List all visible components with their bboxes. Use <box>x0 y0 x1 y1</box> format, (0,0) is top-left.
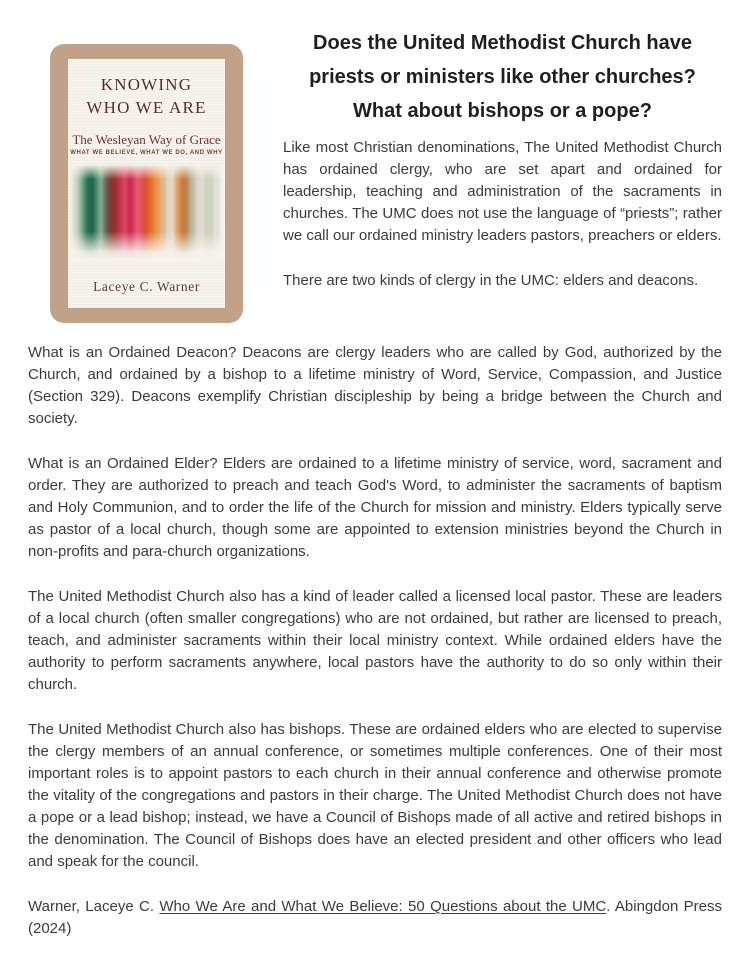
intro-paragraph-2: There are two kinds of clergy in the UMC: elders and deacons. <box>283 272 699 289</box>
book-cover <box>68 59 225 308</box>
page-title-line-2: priests or ministers like other churches? <box>309 66 696 88</box>
book-cover-thumbnail <box>50 44 243 323</box>
book-title-line-1: KNOWING <box>100 75 193 94</box>
body-paragraph-local-pastor: The United Methodist Church also has a kind of leader called a licensed local pastor. These are leaders of a local church (often smaller congregations) who are not ordained, but rather are licensed to preach, teach, and administer sacraments within their local ministry context. While ordained elders have the authority to perform sacraments anywhere, local pastors have the authority to do so only within their church. <box>28 588 722 693</box>
body-section <box>28 342 722 940</box>
citation-book-title: Who We Are and What We Believe: 50 Questions about the UMC <box>159 898 607 915</box>
page-title-line-1: Does the United Methodist Church have <box>313 32 692 54</box>
intro-column <box>283 0 722 292</box>
citation-author: Warner, Laceye C. <box>28 898 160 915</box>
body-paragraph-elder: What is an Ordained Elder? Elders are ordained to a lifetime ministry of service, word, sacrament and order. They are authorized to preach and teach God's Word, to administer the sacraments of baptism and Holy Communion, and to order the life of the Church for mission and ministry. Elders typically serve as pastor of a local church, though some are appointed to extension ministries beyond the Church in non-profits and para-church organizations. <box>28 455 722 560</box>
body-paragraph-bishops: The United Methodist Church also has bishops. These are ordained elders who are elected to supervise the clergy members of an annual conference, or sometimes multiple conferences. One of their most important roles is to appoint pastors to each church in their annual conference and otherwise promote the vitality of the congregations and pastors in their charge. The United Methodist Church does not have a pope or a lead bishop; instead, we have a Council of Bishops made of all active and retired bishops in the denomination. The Council of Bishops does have an elected president and other officers who lead and speak for the council. <box>28 721 722 870</box>
top-section <box>0 0 750 323</box>
citation-publisher: . Abingdon Press (2024) <box>28 898 722 937</box>
body-paragraph-deacon: What is an Ordained Deacon? Deacons are clergy leaders who are called by God, authorized by the Church, and ordained by a bishop to a lifetime ministry of Word, Service, Compassion, and Justice (Section 329). Deacons exemplify Christian discipleship by being a bridge between the Church and society. <box>28 344 722 427</box>
book-author: Laceye C. Warner <box>93 279 200 294</box>
book-title-line-2: WHO WE ARE <box>86 98 207 117</box>
book-title <box>68 73 225 119</box>
citation <box>28 896 722 940</box>
paint-fade-overlay <box>68 164 225 260</box>
book-tagline: WHAT WE BELIEVE, WHAT WE DO, AND WHY <box>70 150 223 156</box>
page-title <box>283 26 722 128</box>
book-cover-art <box>68 164 225 260</box>
page-title-line-3: What about bishops or a pope? <box>353 100 652 122</box>
intro-paragraph-1: Like most Christian denominations, The United Methodist Church has ordained clergy, who are set apart and ordained for leadership, teaching and administration of the sacraments in churches. The UMC does not use the language of “priests”; rather we call our ordained ministry leaders pastors, preachers or elders. <box>283 139 722 244</box>
book-subtitle: The Wesleyan Way of Grace <box>72 132 221 147</box>
